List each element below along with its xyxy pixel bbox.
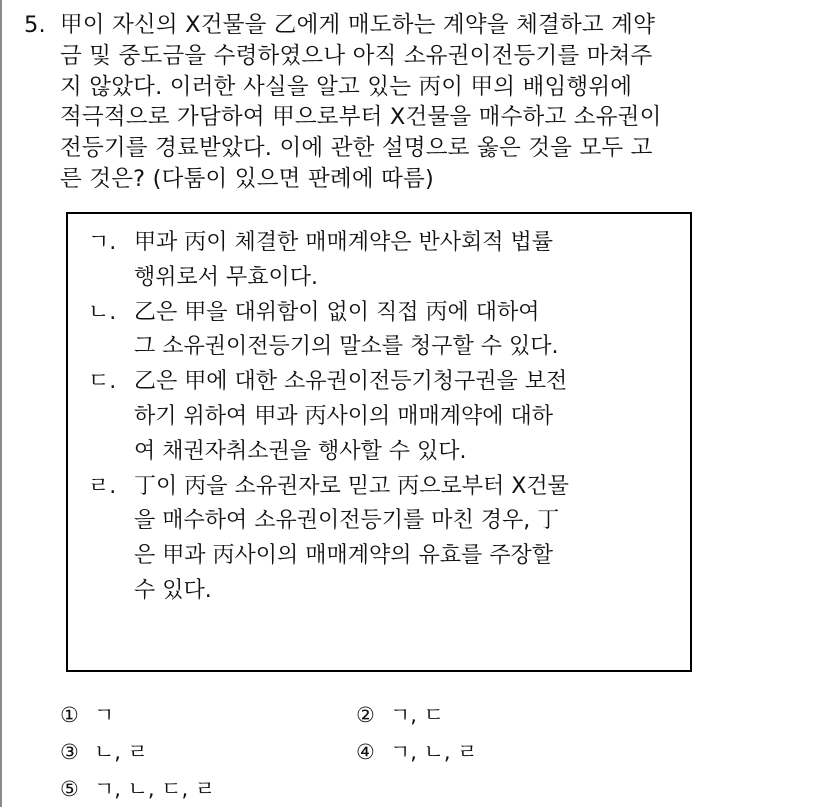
answer-choices xyxy=(60,697,760,808)
left-margin-rule xyxy=(0,0,2,807)
statement-text: 여 채권자취소권을 행사할 수 있다. xyxy=(134,438,467,464)
question-text: 른 것은? (다툼이 있으면 판례에 따름) xyxy=(60,165,434,192)
question-text: 甲이 자신의 X건물을 乙에게 매도하는 계약을 체결하고 계약 xyxy=(60,12,656,38)
question-text: 적극적으로 가담하여 甲으로부터 X건물을 매수하고 소유권이 xyxy=(60,104,662,131)
choice-text: ㄱ, ㄴ, ㄷ, ㄹ xyxy=(94,777,216,801)
choice-3[interactable] xyxy=(60,734,148,771)
question-number: 5. xyxy=(24,12,46,38)
statement-mark: ㄴ. xyxy=(88,299,117,325)
statement-mark: ㄹ. xyxy=(88,473,117,499)
choice-number: ① xyxy=(60,703,79,727)
statement-text: 그 소유권이전등기의 말소를 청구할 수 있다. xyxy=(134,334,559,360)
statement-text: 수 있다. xyxy=(134,577,212,603)
statement-text: 乙은 甲에 대한 소유권이전등기청구권을 보전 xyxy=(134,369,568,395)
choice-5[interactable] xyxy=(60,771,215,808)
choice-2[interactable] xyxy=(356,697,444,734)
question-line xyxy=(24,72,804,103)
choice-text: ㄱ, ㄷ xyxy=(390,703,444,727)
choice-1[interactable] xyxy=(60,697,114,734)
statement-giyeok xyxy=(88,226,678,296)
question-text: 금 및 중도금을 수령하였으나 아직 소유권이전등기를 마쳐주 xyxy=(60,42,653,69)
choice-number: ③ xyxy=(60,740,79,764)
statement-mark: ㄱ. xyxy=(88,230,117,255)
choice-text: ㄴ, ㄹ xyxy=(94,740,148,764)
statement-text: 丁이 丙을 소유권자로 믿고 丙으로부터 X건물 xyxy=(134,473,569,499)
choice-text: ㄱ xyxy=(94,703,115,727)
statement-text: 甲과 丙이 체결한 매매계약은 반사회적 법률 xyxy=(134,230,553,255)
statement-digeut xyxy=(88,365,678,469)
statement-rieul xyxy=(88,470,678,609)
question-line xyxy=(24,164,804,195)
choice-text: ㄱ, ㄴ, ㄹ xyxy=(390,740,478,764)
choice-4[interactable] xyxy=(356,734,478,771)
statement-text: 을 매수하여 소유권이전등기를 마친 경우, 丁 xyxy=(134,508,560,534)
choice-number: ② xyxy=(356,703,375,727)
statement-text: 은 甲과 丙사이의 매매계약의 유효를 주장할 xyxy=(134,543,553,569)
choice-number: ④ xyxy=(356,740,375,764)
statement-text: 하기 위하여 甲과 丙사이의 매매계약에 대하 xyxy=(134,403,553,429)
question-line xyxy=(24,10,804,41)
question-line xyxy=(24,102,804,133)
choice-number: ⑤ xyxy=(60,777,79,801)
statements-box xyxy=(66,212,692,672)
question-line xyxy=(24,41,804,72)
question-line xyxy=(24,133,804,164)
statement-nieun xyxy=(88,296,678,366)
statement-text: 행위로서 무효이다. xyxy=(134,264,319,290)
statement-text: 乙은 甲을 대위함이 없이 직접 丙에 대하여 xyxy=(134,299,540,325)
question-stem xyxy=(24,10,804,195)
question-text: 지 않았다. 이러한 사실을 알고 있는 丙이 甲의 배임행위에 xyxy=(60,73,633,100)
question-text: 전등기를 경료받았다. 이에 관한 설명으로 옳은 것을 모두 고 xyxy=(60,135,653,162)
statement-mark: ㄷ. xyxy=(88,369,117,395)
